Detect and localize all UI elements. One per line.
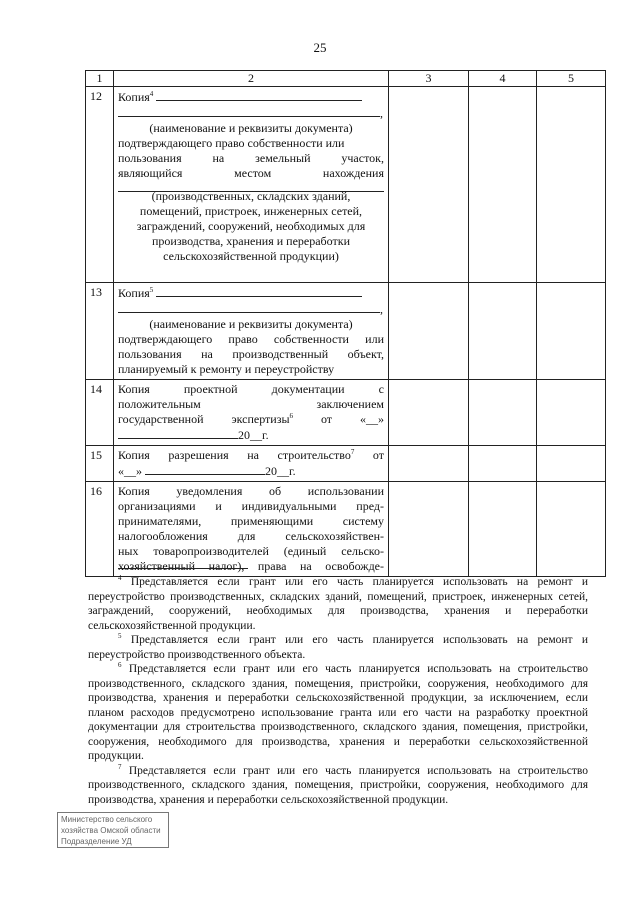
row-text: (наименование и реквизиты документа) xyxy=(149,121,353,135)
row-text: подтверждающего право собственности или xyxy=(118,136,345,150)
row-text: 20__г. xyxy=(238,428,269,442)
table-row xyxy=(86,446,606,482)
footnote xyxy=(88,764,588,808)
stamp-line: Подразделение УД xyxy=(61,837,132,846)
row-cell-4 xyxy=(469,482,537,577)
footnote-text: Представляется если грант или его часть планируется использовать на строительство производственного, складского здания, помещения, пристройки, сооружения, необходимого для производства, хранения и переработки сельскохозяйственной продукции, за исключением, если планом расходов предусмотрено использование гранта или его части на разработку проектной документации для строительства производственного, складского здания, помещения, пристройки, сооружения, необходимого для производства, хранения и переработки сельскохозяйственной продукции. xyxy=(88,663,588,762)
row-text: (наименование и реквизиты документа) xyxy=(149,317,353,331)
row-number: 14 xyxy=(86,380,114,446)
footnote xyxy=(88,575,588,633)
footnote-mark: 5 xyxy=(118,632,122,641)
row-description: Копия$^5$ , (наименование и реквизиты документа) подтверждающего право собственности или пользования на производственный объект, планируемый к ремонту и переустройству xyxy=(114,283,389,380)
row-text: от «__» xyxy=(320,412,384,426)
documents-table xyxy=(85,70,606,577)
table-row xyxy=(86,283,606,380)
footnote-text: Представляется если грант или его часть планируется использовать на строительство производственного, складского здания, помещения, пристройки, сооружения, необходимого для производства, хранения и переработки сельскохозяйственной продукции. xyxy=(88,764,588,806)
row-text: планируемый к ремонту и переустройству xyxy=(118,362,335,376)
row-text: являющийся местом нахождения xyxy=(118,166,384,180)
row-cell-5 xyxy=(537,87,606,283)
row-cell-4 xyxy=(469,283,537,380)
row-number: 16 xyxy=(86,482,114,577)
footnote-ref: 6 xyxy=(289,412,294,420)
footnote-text: Представляется если грант или его часть планируется использовать на ремонт и переустройство производственных, складских зданий, помещений, пристроек, инженерных сетей, заграждений, сооружений, необходимых для производства, хранения и переработки сельскохозяйственной продукции. xyxy=(88,576,589,632)
footnote-text: Представляется если грант или его часть планируется использовать на ремонт и переустройство производственного объекта. xyxy=(88,634,589,661)
footnote-ref: 4 xyxy=(149,90,154,98)
row-text: производства, хранения и переработки xyxy=(151,234,351,248)
footnote-mark: 4 xyxy=(118,574,122,583)
row-text: 20__г. xyxy=(265,464,296,478)
header-cell-5: 5 xyxy=(537,71,606,87)
row-cell-4 xyxy=(469,380,537,446)
row-text: положительным заключением xyxy=(118,397,384,411)
row-cell-5 xyxy=(537,446,606,482)
row-text: пользования на производственный объект, xyxy=(118,347,384,361)
row-text: сельскохозяйственной продукции) xyxy=(163,249,339,263)
row-cell-3 xyxy=(389,87,469,283)
row-text: налогообложения для сельскохозяйствен- xyxy=(118,529,384,543)
row-text: пользования на земельный участок, xyxy=(118,151,384,165)
footnote-ref: 5 xyxy=(149,286,154,294)
row-cell-5 xyxy=(537,482,606,577)
stamp-line: Министерство сельского xyxy=(61,815,153,824)
row-number: 15 xyxy=(86,446,114,482)
row-text: Копия проектной документации с xyxy=(118,382,384,396)
footnote-ref: 7 xyxy=(350,448,355,456)
header-cell-1: 1 xyxy=(86,71,114,87)
row-text: Копия xyxy=(118,286,150,300)
row-text: Копия разрешения на строительство xyxy=(118,448,351,462)
row-description: Копия$^4$ , (наименование и реквизиты документа) подтверждающего право собственности или пользования на земельный участок, являющийся местом нахождения (производственных, складских зданий, помещений, пристроек, инженерных сетей, заграждений, сооружений, необходимых для производства, хранения и переработки сельскохозяйственной продукции) xyxy=(114,87,389,283)
row-cell-3 xyxy=(389,446,469,482)
row-description xyxy=(114,446,389,482)
row-cell-3 xyxy=(389,283,469,380)
row-text: (производственных, складских зданий, xyxy=(151,189,351,203)
row-number: 12 xyxy=(86,87,114,283)
row-text: заграждений, сооружений, необходимых для xyxy=(136,219,366,233)
row-text: организациями и индивидуальными пред- xyxy=(118,499,384,513)
stamp-line: хозяйства Омской области xyxy=(61,826,161,835)
footnote-mark: 6 xyxy=(118,661,122,670)
page-number: 25 xyxy=(313,40,327,55)
row-text: ных товаропроизводителей (единый сельско- xyxy=(118,544,384,558)
row-text: «__» xyxy=(118,464,142,478)
header-cell-2: 2 xyxy=(114,71,389,87)
row-cell-4 xyxy=(469,87,537,283)
header-cell-3: 3 xyxy=(389,71,469,87)
row-cell-3 xyxy=(389,380,469,446)
footnote-divider xyxy=(118,568,248,569)
row-number: 13 xyxy=(86,283,114,380)
row-cell-5 xyxy=(537,380,606,446)
row-text: подтверждающего право собственности или xyxy=(118,332,384,346)
row-cell-5 xyxy=(537,283,606,380)
footnote-mark: 7 xyxy=(118,762,122,771)
table-header-row xyxy=(86,71,606,87)
row-description xyxy=(114,380,389,446)
row-text: хозяйственный налог), права на освобожде- xyxy=(118,559,384,573)
header-cell-4: 4 xyxy=(469,71,537,87)
table-row xyxy=(86,380,606,446)
registration-stamp xyxy=(57,812,169,848)
row-text: Копия xyxy=(118,90,150,104)
row-cell-4 xyxy=(469,446,537,482)
table-row xyxy=(86,87,606,283)
row-text: государственной экспертизы xyxy=(118,412,290,426)
footnote xyxy=(88,662,588,764)
row-text: Копия уведомления об использовании xyxy=(118,484,384,498)
footnotes xyxy=(88,575,588,807)
row-text: от xyxy=(372,448,384,462)
row-text: помещений, пристроек, инженерных сетей, xyxy=(139,204,363,218)
table-row xyxy=(86,482,606,577)
row-description xyxy=(114,482,389,577)
row-cell-3 xyxy=(389,482,469,577)
footnote xyxy=(88,633,588,662)
row-text: принимателями, применяющими систему xyxy=(118,514,384,528)
